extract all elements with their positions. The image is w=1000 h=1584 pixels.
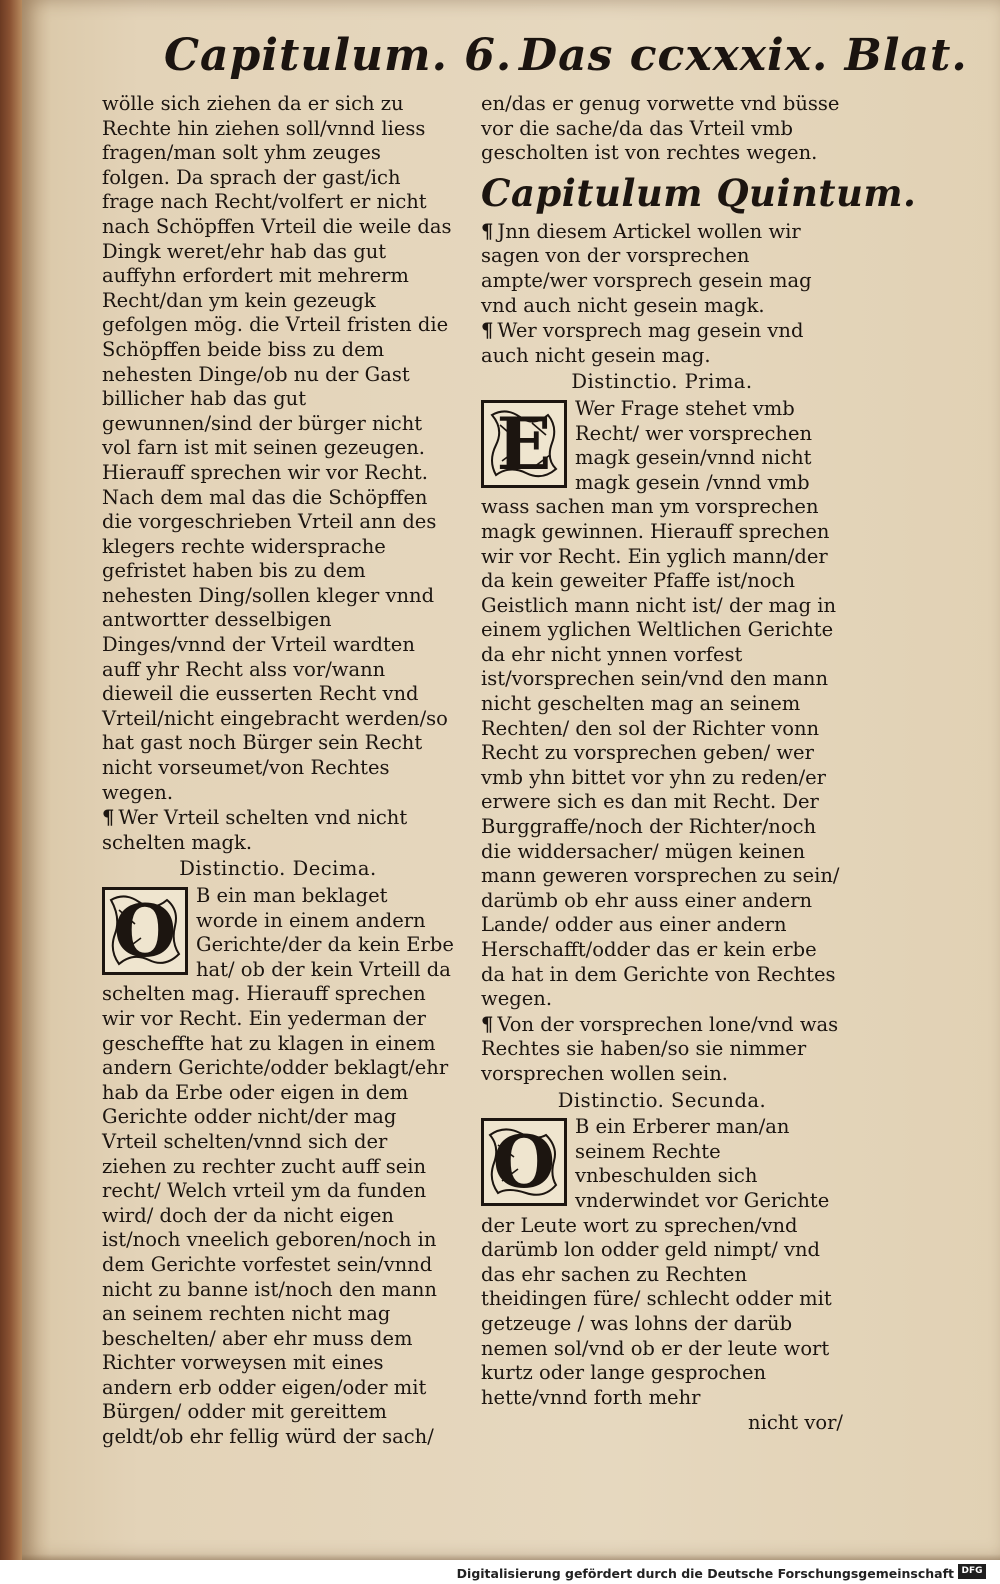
- right-rubric-1: [481, 220, 843, 318]
- running-head-left: Capitulum. 6.: [164, 30, 513, 81]
- left-column: [102, 92, 454, 1451]
- running-head-right: Das ccxxxix. Blat.: [519, 30, 968, 81]
- book-spine: [0, 0, 22, 1560]
- funding-note: Digitalisierung gefördert durch die Deutsche Forschungsgemeinschaft: [456, 1566, 954, 1581]
- left-rubric: [102, 806, 454, 855]
- catchword-line: nicht vor/: [748, 1411, 843, 1435]
- distinction-prima: Distinctio. Prima.: [571, 370, 753, 394]
- book-page: [22, 0, 1000, 1560]
- pilcrow-icon: ¶: [481, 1012, 494, 1036]
- right-rubric-2: [481, 319, 843, 368]
- right-initial-block-1: [481, 397, 843, 1013]
- right-initial-block-2: [481, 1115, 843, 1411]
- right-rubric-3: [481, 1013, 843, 1087]
- right-rubric-1-text: Jnn diesem Artickel wollen wir sagen von der vorsprechen ampte/wer vorsprech gesein mag vnd auch nicht gesein magk.: [481, 219, 812, 317]
- left-initial-text: B ein man beklaget worde in einem andern Gerichte/der da kein Erbe hat/ ob der kein Vrteill da schelten mag. Hierauff sprechen wir vor Recht. Ein yederman der gescheffte hat zu klagen in einem andern Gerichte/odder beklagt/ehr hab da Erbe oder eigen in dem Gerichte odder nicht/der mag Vrteil schelten/vnnd sich der ziehen zu rechter zucht auff sein recht/ Welch vrteil ym da funden wird/ doch der da nicht eigen ist/noch vneelich geboren/noch in dem Gerichte vorfestet sein/vnnd nicht zu banne ist/noch den mann an seinem rechten nicht mag beschelten/ aber ehr muss dem Richter vorweysen mit eines andern erb odder eigen/oder mit Bürgen/ odder mit gereittem geldt/ob ehr fellig würd der sach/: [102, 884, 454, 1449]
- pilcrow-icon: ¶: [481, 219, 494, 243]
- initial-letter: O: [113, 888, 177, 973]
- right-column: [481, 92, 917, 1437]
- right-rubric-3-text: Von der vorsprechen lone/vnd was Rechtes sie haben/so sie nimmer vorsprechen wollen sein.: [481, 1012, 839, 1085]
- distinction-decima: Distinctio. Decima.: [179, 857, 377, 881]
- right-initial-1-text: Wer Frage stehet vmb Recht/ wer vorsprechen magk gesein/vnnd nicht magk gesein /vnnd vmb wass sachen man ym vorsprechen magk gewinnen. Hierauff sprechen wir vor Recht. Ein yglich mann/der da kein geweiter Pfaffe ist/noch Geistlich mann nicht ist/ der mag in einem yglichen Weltlichen Gerichte da ehr nicht ynnen vorfest ist/vorsprechen sein/vnd den mann nicht geschelten mag an seinem Rechten/ den sol der Richter vonn Recht zu vorsprechen geben/ wer vmb yhn bittet vor yhn zu reden/er erwere sich es dan mit Recht. Der Burggraffe/noch der Richter/noch die widdersacher/ mügen keinen mann geweren vorsprechen zu sein/ darümb ob ehr auss einer andern Lande/ odder aus einer andern Herschafft/odder das er kein erbe da hat in dem Gerichte von Rechtes wegen.: [481, 396, 840, 1011]
- decorated-initial: [102, 887, 188, 975]
- left-rubric-text: Wer Vrteil schelten vnd nicht schelten magk.: [102, 806, 408, 854]
- initial-letter: E: [496, 400, 552, 486]
- right-rubric-2-text: Wer vorsprech mag gesein vnd auch nicht gesein mag.: [481, 319, 804, 367]
- dfg-logo: DFG: [958, 1564, 986, 1579]
- right-initial-2-text: B ein Erberer man/an seinem Rechte vnbeschulden sich vnderwindet vor Gerichte der Leute wort zu sprechen/vnd darümb lon odder geld nimpt/ vnd das ehr sachen zu Rechten theidingen füre/ schlecht odder mit getzeuge / was lohns der darüb nemen sol/vnd ob er der leute wort kurtz oder lange gesprochen hette/vnnd forth mehr: [481, 1115, 832, 1409]
- decorated-initial: [481, 1118, 567, 1206]
- distinction-secunda: Distinctio. Secunda.: [557, 1088, 767, 1112]
- left-initial-block: [102, 884, 454, 1451]
- pilcrow-icon: ¶: [102, 806, 115, 830]
- initial-letter: O: [492, 1119, 556, 1205]
- left-paragraph: wölle sich ziehen da er sich zu Rechte hin ziehen soll/vnnd liess fragen/man solt yhm zeuges folgen. Da sprach der gast/ich frage nach Recht/volfert er nicht nach Schöpffen Vrteil die weile das Dingk weret/ehr hab das gut auffyhn erfordert mit mehrerm Recht/dan ym kein gezeugk gefolgen mög. die Vrteil fristen die Schöpffen beide biss zu dem nehesten Dinge/ob nu der Gast billicher hab das gut gewunnen/sind der bürger nicht vol farn ist mit seinen gezeugen. Hierauff sprechen wir vor Recht. Nach dem mal das die Schöpffen die vorgeschrieben Vrteil ann des klegers rechte widersprache gefristet haben bis zu dem nehesten Ding/sollen kleger vnnd antwortter desselbigen Dinges/vnnd der Vrteil wardten auff yhr Recht alss vor/wann dieweil die eusserten Recht vnd Vrteil/nicht eingebracht werden/so hat gast noch Bürger sein Recht nicht vorseumet/von Rechtes wegen.: [102, 92, 452, 804]
- pilcrow-icon: ¶: [481, 319, 494, 343]
- right-continuation: en/das er genug vorwette vnd büsse vor die sache/da das Vrteil vmb gescholten ist von rechtes wegen.: [481, 92, 840, 165]
- chapter-heading: Capitulum Quintum.: [481, 170, 917, 215]
- decorated-initial: [481, 400, 567, 488]
